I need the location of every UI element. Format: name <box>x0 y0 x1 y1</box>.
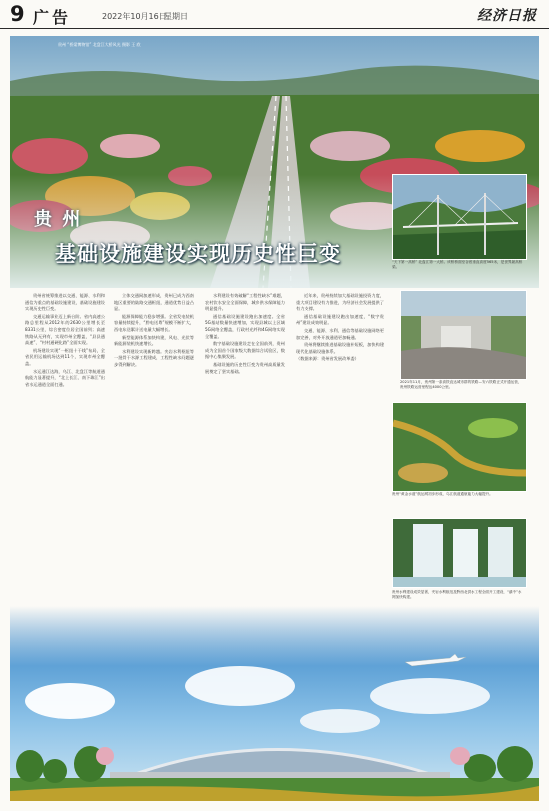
article-column-3 <box>205 293 285 376</box>
airport-photo <box>10 606 539 801</box>
river-caption: 贵州“黄金水道”航运网初步形成，乌江航道通航能力大幅提升。 <box>392 492 493 496</box>
headline: 基础设施建设实现历史性巨变 <box>55 242 341 266</box>
paragraph: 交通运输事业迈上新台阶。省内高速公路总里程从2012年的2630公里增长至8331公里，综合密度位居全国前列；高速铁路从无到有，实现市州全覆盖，“县县通高速”、“村村通硬化路”全面实现。 <box>25 313 105 346</box>
waterfall-caption: 贵州水利建设成效显著，夹岩水利枢纽及黔西北供水工程全面开工建设，“滇中”水网加快构建。 <box>392 590 522 599</box>
paragraph: 新型能源体系加快构建，风电、光伏等新能源装机快速增长。 <box>114 334 194 347</box>
paragraph: 通信基础设施建设跑出加速度，“数字贵州”建设成效明显。 <box>296 313 384 326</box>
paragraph: 数字基础设施建设走在全国前列，贵州成为全国首个国家级大数据综合试验区，数据中心集聚发展。 <box>205 341 285 360</box>
paragraph: 机场建设实现“一枢纽十干线”布局，全省民用运输机场达到11个，实现市州全覆盖。 <box>25 347 105 366</box>
banner-caption: 贵州 “桥梁博物馆” 北盘江大桥风光 摄影 王 欣 <box>58 42 141 47</box>
bridge-caption: “天下第一高桥” 北盘江第一大桥。该桥桥面至谷底垂直高度565米，是世界最高桥梁。 <box>392 260 523 269</box>
waterfall-photo <box>392 518 527 588</box>
river-photo <box>392 402 527 492</box>
paragraph: 贵州省统筹推进以交通、能源、水利和通信为重点的基础设施建设，基础设施建设实现历史性巨变。 <box>25 293 105 312</box>
bridge-photo <box>392 174 527 260</box>
issue-weekday: 星期日 <box>164 12 188 21</box>
rail-photo <box>400 290 527 380</box>
paragraph: 通信基础设施建设跑出加速度。全省5G基站数量快速增加，实现县城以上区域5G网络全覆盖，行政村光纤和4G网络实现全覆盖。 <box>205 313 285 339</box>
page-header <box>0 0 549 29</box>
paragraph: 近年来，贵州持续加大基础设施投资力度，重大项目建设有力推进，为经济社会发展提供了有力支撑。 <box>296 293 384 312</box>
paragraph: 交通、能源、水利、通信等基础设施网络更加完善，对外开放通道更加畅通。 <box>296 327 384 340</box>
page-number: 9 <box>10 2 25 26</box>
paragraph: 基础设施的历史性巨变为贵州高质量发展奠定了坚实基础。 <box>205 361 285 374</box>
article-source: （数据来源：贵州省发展改革委） <box>296 356 359 362</box>
paragraph: 水利建设有效破解“工程性缺水”难题，农村饮水安全全面保障，城乡供水保障能力明显提升。 <box>205 293 285 312</box>
newspaper-logo: 经济日报 <box>477 8 537 24</box>
article-column-2 <box>114 293 194 370</box>
paragraph: 水利建设实现新跨越。夹岩水利枢纽等一批骨干水源工程建成，工程性缺水问题逐步得到解决。 <box>114 348 194 367</box>
section-name: 广告 <box>33 8 72 27</box>
article-column-1 <box>25 293 105 389</box>
region-title: 贵 州 <box>34 209 83 230</box>
issue-date: 2022年10月16日 <box>102 12 167 21</box>
paragraph: 能源保障能力稳步增强。全省发电装机容量持续提升，“黔电送粤”规模不断扩大，西电东送累计送电量大幅增长。 <box>114 313 194 332</box>
paragraph: 立体交通网加速形成，贵州已成为西南地区重要的陆路交通枢纽，通道优势日益凸显。 <box>114 293 194 312</box>
paragraph: 水运通江达海，乌江、北盘江等航道通航能力显著提升，“北上长江、南下珠江”出省水运通道全面打通。 <box>25 368 105 387</box>
paragraph: 贵州将继续推进基础设施补短板，加快构建现代化基础设施体系。 <box>296 342 384 354</box>
rail-caption: 2021年11月，贵州第一条高铁直达城市群的铁路—安六铁路正式开通运营，贵州铁路运营里程达4000公里。 <box>400 380 522 389</box>
article-column-4 <box>296 293 384 364</box>
